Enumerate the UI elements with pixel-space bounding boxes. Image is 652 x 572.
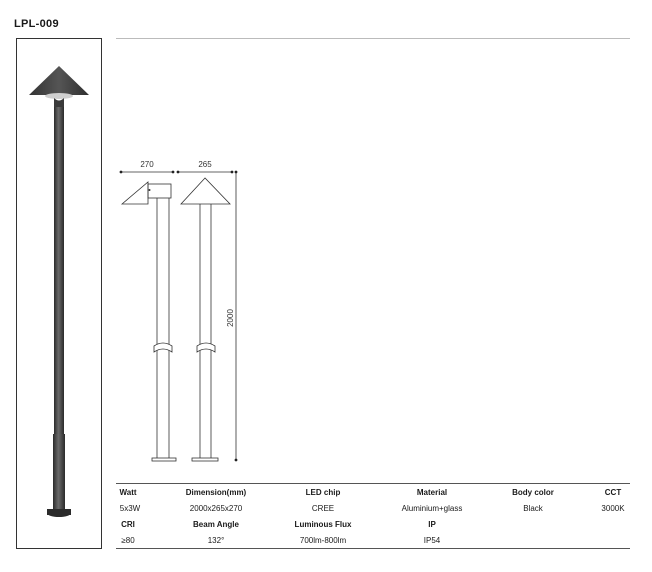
product-code: LPL-009 [14,18,59,30]
spec-value-led-chip: CREE [311,504,335,513]
spec-label-watt: Watt [119,488,137,497]
spec-value-beam-angle: 132° [207,536,225,545]
spec-value-ip: IP54 [423,536,441,545]
spec-value-cct: 3000K [601,504,625,513]
spec-value-watt: 5x3W [119,504,141,513]
spec-label-body-color: Body color [512,488,554,497]
spec-label-cct: CCT [604,488,622,497]
spec-row1-values [116,500,630,516]
spec-label-luminous-flux: Luminous Flux [294,520,352,529]
spec-value-luminous-flux: 700lm-800lm [299,536,347,545]
technical-drawing [112,160,252,465]
dimension-width-b: 265 [198,160,212,169]
spec-value-cri: ≥80 [121,536,135,545]
spec-value-dimension: 2000x265x270 [189,504,243,513]
spec-value-material: Aluminium+glass [401,504,463,513]
top-divider [116,38,630,39]
product-photo-frame [16,38,102,549]
spec-label-beam-angle: Beam Angle [193,520,239,529]
spec-label-led-chip: LED chip [305,488,341,497]
spec-label-cri: CRI [121,520,135,529]
spec-row2-labels [116,516,630,532]
spec-table [116,483,630,548]
spec-row2-values [116,532,630,548]
spec-bottom-rule [116,548,630,549]
dimension-height: 2000 [226,309,235,327]
spec-row1-labels [116,484,630,500]
dimension-width-a: 270 [140,160,154,169]
spec-label-ip: IP [428,520,436,529]
product-photo [17,39,101,548]
spec-label-dimension: Dimension(mm) [185,488,247,497]
spec-label-material: Material [416,488,448,497]
spec-value-body-color: Black [523,504,543,513]
